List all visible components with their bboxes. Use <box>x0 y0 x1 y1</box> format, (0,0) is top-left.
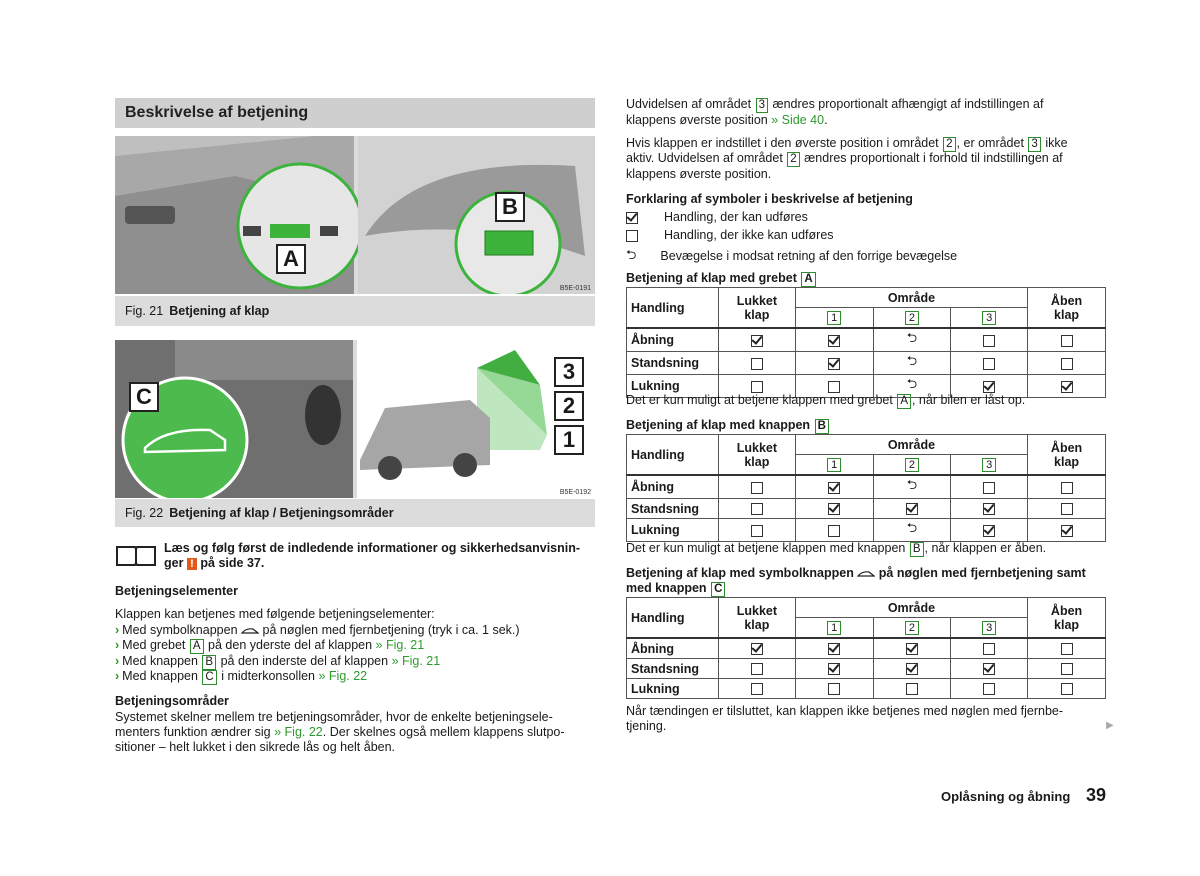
empty-box-icon <box>751 482 763 494</box>
checked-box-icon <box>983 381 995 393</box>
checked-box-icon <box>626 212 638 224</box>
empty-box-icon <box>626 230 638 242</box>
table-fjernbetjening <box>626 597 1106 699</box>
table-cell <box>1028 638 1106 659</box>
row-label: Åbning <box>627 328 719 352</box>
para-line2: menters funktion ændrer sig » Fig. 22. Der skelnes også mellem klappens slutpo- <box>115 725 565 739</box>
reverse-arrow-icon: ⮌ <box>906 330 918 345</box>
empty-box-icon <box>1061 335 1073 347</box>
empty-box-icon <box>751 683 763 695</box>
checked-box-icon <box>906 663 918 675</box>
row-label: Lukning <box>627 519 719 542</box>
table1-note: Det er kun muligt at betjene klappen med grebet A , når bilen er låst op. <box>626 393 1026 407</box>
checked-box-icon <box>906 643 918 655</box>
car-key-symbol-icon <box>241 627 259 635</box>
table-cell <box>795 475 873 499</box>
zone-label-1: 1 <box>554 425 584 455</box>
empty-box-icon <box>983 683 995 695</box>
table-cell <box>718 328 795 352</box>
th-lukket-klap: Lukket klap <box>718 435 795 476</box>
table-cell <box>873 352 951 375</box>
table-cell <box>795 638 873 659</box>
table-cell <box>1028 659 1106 679</box>
table-cell <box>873 519 951 542</box>
empty-box-icon <box>751 503 763 515</box>
link-fig22-b[interactable]: » Fig. 22 <box>274 725 323 739</box>
table-cell <box>1028 679 1106 699</box>
table-cell <box>718 499 795 519</box>
table-cell <box>873 638 951 659</box>
th-omraade: Område <box>795 288 1027 308</box>
reverse-arrow-icon: ⮌ <box>906 520 918 535</box>
reverse-arrow-icon: ⮌ <box>906 376 918 391</box>
table3-title-line2: med knappen C <box>626 581 726 597</box>
continue-arrow-icon: ▶ <box>1106 720 1114 731</box>
table-cell <box>951 352 1028 375</box>
final-line1: Når tændingen er tilsluttet, kan klappen ikke betjenes med nøglen med fjernbe- <box>626 704 1064 718</box>
th-aaben-klap: Åben klap <box>1028 598 1106 639</box>
th-zone: 2 <box>873 455 951 476</box>
checked-box-icon <box>828 482 840 494</box>
table-cell <box>873 679 951 699</box>
empty-box-icon <box>1061 643 1073 655</box>
table-grebet <box>626 287 1106 398</box>
table-cell <box>873 499 951 519</box>
table-row <box>627 475 1106 499</box>
th-zone: 3 <box>951 618 1028 639</box>
table-cell <box>873 328 951 352</box>
empty-box-icon <box>751 381 763 393</box>
page-number: 39 <box>1086 785 1107 805</box>
callout-b: B <box>495 192 525 222</box>
th-zone: 1 <box>795 308 873 329</box>
row-label: Standsning <box>627 659 719 679</box>
th-zone: 2 <box>873 618 951 639</box>
zone-label-3: 3 <box>554 357 584 387</box>
right-line3: Hvis klappen er indstillet i den øverste position i området 2 , er området 3 ikke <box>626 136 1068 150</box>
table-cell <box>1028 475 1106 499</box>
bullet-2: › Med grebet A på den yderste del af klappen » Fig. 21 <box>115 638 425 652</box>
reverse-arrow-icon: ⮌ <box>626 247 637 262</box>
th-handling: Handling <box>627 598 719 639</box>
table-cell <box>951 659 1028 679</box>
row-label: Åbning <box>627 638 719 659</box>
th-zone: 2 <box>873 308 951 329</box>
row-label: Åbning <box>627 475 719 499</box>
th-zone: 3 <box>951 455 1028 476</box>
bullet-1: › Med symbolknappen på nøglen med fjernbetjening (tryk i ca. 1 sek.) <box>115 623 520 637</box>
warning-icon: ! <box>187 558 197 570</box>
empty-box-icon <box>1061 683 1073 695</box>
empty-box-icon <box>983 482 995 494</box>
table-cell <box>795 499 873 519</box>
checked-box-icon <box>828 643 840 655</box>
para-line3: sitioner – helt lukket i den sikrede lås og helt åben. <box>115 740 396 754</box>
table-cell <box>951 328 1028 352</box>
empty-box-icon <box>828 381 840 393</box>
table-row <box>627 352 1106 375</box>
read-note-line2 <box>164 556 264 570</box>
table-cell <box>951 475 1028 499</box>
th-omraade: Område <box>795 435 1027 455</box>
table-cell <box>1028 375 1106 398</box>
table-cell <box>1028 499 1106 519</box>
table-row <box>627 499 1106 519</box>
figure-22 <box>115 340 595 498</box>
checked-box-icon <box>828 335 840 347</box>
heading-betjeningsomraader: Betjeningsområder <box>115 694 229 708</box>
row-label: Standsning <box>627 352 719 375</box>
car-key-symbol-icon <box>857 570 875 578</box>
table-cell <box>873 475 951 499</box>
table-row <box>627 328 1106 352</box>
right-line2: klappens øverste position » Side 40. <box>626 113 828 127</box>
table-row <box>627 519 1106 542</box>
checked-box-icon <box>828 503 840 515</box>
section-title: Beskrivelse af betjening <box>125 104 309 121</box>
table-knappen-b <box>626 434 1106 542</box>
th-zone: 1 <box>795 618 873 639</box>
checked-box-icon <box>983 503 995 515</box>
fig22-caption: Betjening af klap / Betjeningsområder <box>169 506 394 520</box>
fig22-illustration <box>115 340 595 498</box>
table-cell <box>718 638 795 659</box>
row-label: Standsning <box>627 499 719 519</box>
empty-box-icon <box>1061 503 1073 515</box>
checked-box-icon <box>751 335 763 347</box>
empty-box-icon <box>751 525 763 537</box>
table-cell <box>1028 328 1106 352</box>
empty-box-icon <box>751 663 763 675</box>
zone-label-2: 2 <box>554 391 584 421</box>
book-icon <box>115 543 157 567</box>
table-cell <box>795 352 873 375</box>
table1-title: Betjening af klap med grebet A <box>626 271 817 287</box>
checked-box-icon <box>983 663 995 675</box>
checked-box-icon <box>983 525 995 537</box>
table-cell <box>1028 352 1106 375</box>
reverse-arrow-icon: ⮌ <box>906 353 918 368</box>
fig21-caption: Betjening af klap <box>169 304 270 318</box>
right-line1: Udvidelsen af området 3 ændres proportionalt afhængigt af indstillingen af <box>626 97 1044 111</box>
legend-item-can: Handling, der kan udføres <box>626 210 808 224</box>
footer-section: Oplåsning og åbning <box>941 789 1071 804</box>
th-lukket-klap: Lukket klap <box>718 288 795 329</box>
table-row <box>627 638 1106 659</box>
fig21-num: Fig. 21 <box>125 304 164 318</box>
bullet-4: › Med knappen C i midterkonsollen » Fig. 22 <box>115 669 368 683</box>
figure-21 <box>115 136 595 294</box>
table-cell <box>718 519 795 542</box>
checked-box-icon <box>751 643 763 655</box>
table-cell <box>718 659 795 679</box>
link-fig21-b[interactable]: » Fig. 21 <box>391 654 441 668</box>
section-header <box>115 98 595 128</box>
th-omraade: Område <box>795 598 1027 618</box>
table-cell <box>873 659 951 679</box>
callout-c: C <box>129 382 159 412</box>
empty-box-icon <box>983 358 995 370</box>
fig22-caption-bar <box>115 499 595 527</box>
table-cell <box>951 519 1028 542</box>
empty-box-icon <box>751 358 763 370</box>
legend-item-reverse: ⮌ Bevægelse i modsat retning af den forrige bevægelse <box>626 247 958 264</box>
table2-note: Det er kun muligt at betjene klappen med knappen B , når klappen er åben. <box>626 541 1047 555</box>
th-aaben-klap: Åben klap <box>1028 435 1106 476</box>
table-cell <box>951 679 1028 699</box>
table-row <box>627 659 1106 679</box>
row-label: Lukning <box>627 375 719 398</box>
table-cell <box>718 475 795 499</box>
fig21-code: B5E-0191 <box>559 285 591 292</box>
checked-box-icon <box>828 663 840 675</box>
table-cell <box>718 679 795 699</box>
callout-a: A <box>276 244 306 274</box>
empty-box-icon <box>983 335 995 347</box>
table-cell <box>1028 519 1106 542</box>
reverse-arrow-icon: ⮌ <box>906 477 918 492</box>
table-row <box>627 679 1106 699</box>
checked-box-icon <box>906 503 918 515</box>
read-note-line1: Læs og følg først de indledende informationer og sikkerhedsanvisnin- <box>164 541 581 555</box>
empty-box-icon <box>828 683 840 695</box>
th-zone: 3 <box>951 308 1028 329</box>
empty-box-icon <box>1061 482 1073 494</box>
table-cell <box>795 659 873 679</box>
link-fig21-a[interactable]: » Fig. 21 <box>375 638 425 652</box>
checked-box-icon <box>828 358 840 370</box>
row-label: Lukning <box>627 679 719 699</box>
read-note-ger: ger <box>164 556 184 570</box>
heading-betjeningselementer: Betjeningselementer <box>115 584 238 598</box>
table-cell <box>795 679 873 699</box>
read-note-page: på side 37. <box>200 556 265 570</box>
th-aaben-klap: Åben klap <box>1028 288 1106 329</box>
intro-text: Klappen kan betjenes med følgende betjeningselementer: <box>115 607 435 621</box>
empty-box-icon <box>906 683 918 695</box>
th-zone: 1 <box>795 455 873 476</box>
empty-box-icon <box>1061 358 1073 370</box>
table-cell <box>718 352 795 375</box>
final-line2: tjening. <box>626 719 667 733</box>
th-lukket-klap: Lukket klap <box>718 598 795 639</box>
legend-item-cannot: Handling, der ikke kan udføres <box>626 228 834 242</box>
legend-title: Forklaring af symboler i beskrivelse af betjening <box>626 192 913 206</box>
right-line4: aktiv. Udvidelsen af området 2 ændres proportionalt i forhold til indstillingen af <box>626 151 1063 165</box>
th-handling: Handling <box>627 435 719 476</box>
link-side40[interactable]: » Side 40 <box>771 113 825 127</box>
empty-box-icon <box>1061 663 1073 675</box>
link-fig22[interactable]: » Fig. 22 <box>318 669 368 683</box>
fig22-code: B5E-0192 <box>559 489 591 496</box>
table2-title: Betjening af klap med knappen B <box>626 418 830 434</box>
checked-box-icon <box>1061 525 1073 537</box>
empty-box-icon <box>983 643 995 655</box>
empty-box-icon <box>828 525 840 537</box>
right-line5: klappens øverste position. <box>626 167 772 181</box>
table-cell <box>795 328 873 352</box>
fig21-caption-bar <box>115 296 595 326</box>
table-cell <box>951 499 1028 519</box>
table-cell <box>795 519 873 542</box>
fig22-num: Fig. 22 <box>125 506 164 520</box>
bullet-3: › Med knappen B på den inderste del af klappen » Fig. 21 <box>115 654 441 668</box>
th-handling: Handling <box>627 288 719 329</box>
para-line1: Systemet skelner mellem tre betjeningsområder, hvor de enkelte betjeningsele- <box>115 710 553 724</box>
table-cell <box>951 638 1028 659</box>
table3-title-line1: Betjening af klap med symbolknappen på nøglen med fjernbetjening samt <box>626 566 1086 580</box>
checked-box-icon <box>1061 381 1073 393</box>
